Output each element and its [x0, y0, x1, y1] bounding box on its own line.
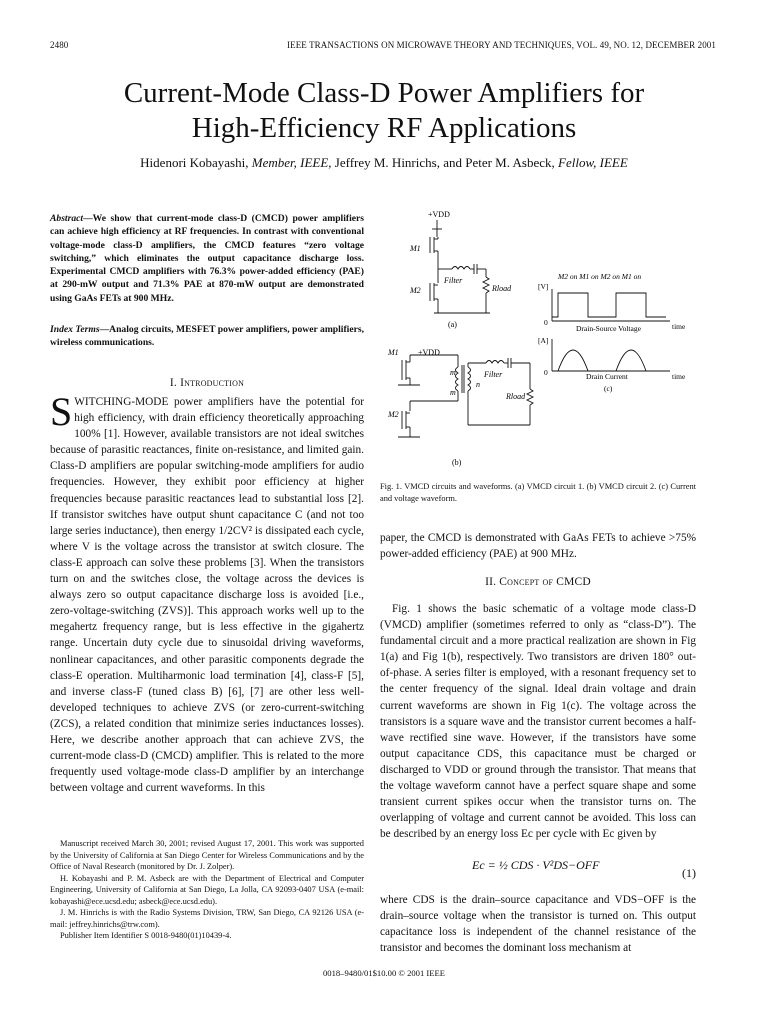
section-2-heading	[380, 575, 696, 589]
phase-labels: M2 on M1 on M2 on M1 on	[558, 272, 642, 281]
m2-label-a: M2	[410, 286, 421, 295]
figure-1	[380, 205, 696, 475]
figure-1-drawing	[380, 205, 696, 475]
index-terms-text: —Analog circuits, MESFET power amplifiers, power amplifiers, wireless communications.	[50, 324, 364, 349]
index-terms	[50, 323, 364, 350]
vdd-label-b: +VDD	[418, 348, 440, 357]
right-paragraph-1: paper, the CMCD is demonstrated with GaAs FETs to achieve >75% power-added efficiency (PAE) at 900 MHz.	[380, 532, 696, 561]
circuit-a	[430, 220, 490, 313]
equation-number: (1)	[682, 866, 696, 880]
paper-title	[0, 76, 768, 146]
section-2-title: Concept of CMCD	[499, 576, 591, 588]
drop-cap: S	[50, 389, 73, 434]
section-1-title: Introduction	[180, 377, 245, 389]
rload-label-a: Rload	[492, 284, 512, 293]
abstract	[50, 212, 364, 305]
m1-label-b: M1	[388, 348, 399, 357]
footnote-affiliation-2: J. M. Hinrichs is with the Radio Systems Division, TRW, San Diego, CA 92126 USA (e-mail: jeffrey.hinrichs@trw.com).	[50, 908, 364, 929]
title-line-2: High-Efficiency RF Applications	[191, 112, 577, 144]
section-1-body	[50, 389, 364, 796]
figure-caption: Fig. 1. VMCD circuits and waveforms. (a) VMCD circuit 1. (b) VMCD circuit 2. (c) Current and voltage waveform.	[380, 482, 696, 503]
zero-label-2: 0	[544, 368, 548, 377]
section-2-number: II.	[485, 576, 497, 588]
copyright-footer: 0018–9480/01$10.00 © 2001 IEEE	[322, 968, 446, 978]
rload-label-b: Rload	[506, 392, 526, 401]
page-number: 2480	[50, 40, 69, 50]
equation-formula: Ec = ½ CDS · V²DS−OFF	[472, 858, 600, 872]
current-unit: [A]	[538, 336, 549, 345]
turns-m-bottom: m	[450, 388, 456, 397]
abstract-text: —We show that current-mode class-D (CMCD) power amplifiers can achieve high efficiency at RF frequencies. In contrast with conventional voltage-mode class-D amplifiers, the CMCD features “zero voltage switching,” which eliminates the output capacitance discharge loss. Experimental CMCD amplifiers with 76.3% power-added efficiency (PAE) at 290-mW output and 71.3% PAE at 870-mW output are demonstrated using GaAs FETs at 900 MHz.	[50, 213, 364, 304]
right-paragraph-3: where CDS is the drain–source capacitance and VDS−OFF is the drain–source voltage when the transistor is turned on. This output capacitance loss is independent of the channel resistance of the transistor and becomes the dominant loss mechanism at	[380, 894, 696, 955]
time-label-2: time	[672, 372, 686, 381]
footnote-manuscript: Manuscript received March 30, 2001; revised August 17, 2001. This work was supported by the University of California at San Diego Center for Wireless Communications and by the Office of Naval Research (monitored by Dr. J. Zolper).	[50, 839, 364, 871]
author-1-role: Member, IEEE,	[251, 155, 332, 170]
footnotes	[50, 838, 364, 942]
title-line-1: Current-Mode Class-D Power Amplifiers for	[123, 77, 645, 109]
journal-name: IEEE TRANSACTIONS ON MICROWAVE THEORY AND TECHNIQUES, VOL. 49, NO. 12, DECEMBER 2001	[287, 40, 716, 50]
voltage-unit: [V]	[538, 282, 549, 291]
section-1-text: WITCHING-MODE power amplifiers have the potential for high efficiency, with drain efficiency theoretically approaching 100% [1]. However, available transistors are not ideal switches because of parasitic reactances, finite on-resistance, and limited gain. Class-D amplifiers are popular switching-mode amplifiers for audio frequencies. However, they exhibit poor efficiency at higher frequencies because parasitic reactances lead to substantial loss [2]. If transistor switches have output shunt capacitance C (and not too large series inductance), then energy 1/2CV² is dissipated each cycle, where V is the voltage across the transistor at switch closure. The class-E approach can solve these problems [3]. When the transistors turn on and the switches close, the voltage across the devices is always zero so output capacitance discharge loss is avoided [i.e., zero-voltage-switching (ZVS)]. This approach works well up to the megahertz frequency range, but is less effective in the gigahertz range. Uncertain duty cycle due to sinusoidal driving waveforms, nonlinear capacitances, and other parasitic components degrade the class-E operation. Multiharmonic load termination [4], class-F [5], and inverse class-F (tuned class B) [6], [7] are other less well-developed techniques to achieve ZVS (or zero-current-switching (ZCS), a related condition that minimize series inductances losses). Here, we describe another approach that can achieve ZVS, the current-mode class-D (CMCD) amplifier. This is related to the more frequently used voltage-mode class-D amplifier by an interchange between voltage and current waveforms. In this	[50, 396, 364, 795]
author-2: Jeffrey M. Hinrichs, and Peter M. Asbeck,	[334, 155, 555, 170]
vds-label: Drain-Source Voltage	[576, 324, 641, 333]
zero-label-1: 0	[544, 318, 548, 327]
vdd-label-a: +VDD	[428, 210, 450, 219]
figure-label-c: (c)	[604, 384, 613, 393]
section-1-heading	[50, 376, 364, 390]
footnote-affiliation-1: H. Kobayashi and P. M. Asbeck are with the Department of Electrical and Computer Engineering, University of California at San Diego, La Jolla, CA 92093-0407 USA (e-mail: kobayashi@ece.ucsd.edu; asbeck@ece.ucsd.edu).	[50, 873, 364, 906]
author-1: Hidenori Kobayashi,	[140, 155, 249, 170]
m2-label-b: M2	[388, 410, 399, 419]
filter-label-b: Filter	[484, 370, 503, 379]
id-label: Drain Current	[586, 372, 628, 381]
filter-label-a: Filter	[444, 276, 463, 285]
turns-n: n	[476, 380, 480, 389]
turns-m-top: m	[450, 368, 456, 377]
index-terms-label: Index Terms	[50, 324, 100, 335]
section-1-number: I.	[169, 377, 177, 389]
author-line	[0, 155, 768, 171]
m1-label-a: M1	[410, 244, 421, 253]
right-paragraph-2: Fig. 1 shows the basic schematic of a voltage mode class-D (VMCD) amplifier (sometimes referred to only as “class-D”). The fundamental circuit and a more practical realization are shown in Fig 1(a) and Fig 1(b), respectively. Two transistors are driven 180° out-of-phase. A series filter is employed, with a resonant frequency set to the center frequency of the signal. Ideal drain voltage and drain current waveforms are shown in Fig 1(c). The voltage across the transistors is a square wave and the transistor current becomes a half-wave rectified sine wave. However, if the transistors have some output capacitance CDS, this capacitance must be charged or discharged to VDD or ground through the transistor. That means that the voltage waveform cannot have a perfect square shape and some transient current spikes occur when the transistor turns on. The overlapping of voltage and current cannot be avoided. This loss can be described by an energy loss Ec per cycle with Ec given by	[380, 603, 696, 841]
abstract-label: Abstract	[50, 213, 84, 224]
footnote-identifier: Publisher Item Identifier S 0018-9480(01)10439-4.	[60, 931, 232, 940]
figure-label-a: (a)	[448, 320, 457, 329]
author-2-role: Fellow, IEEE	[558, 155, 628, 170]
time-label-1: time	[672, 322, 686, 331]
figure-label-b: (b)	[452, 458, 462, 467]
